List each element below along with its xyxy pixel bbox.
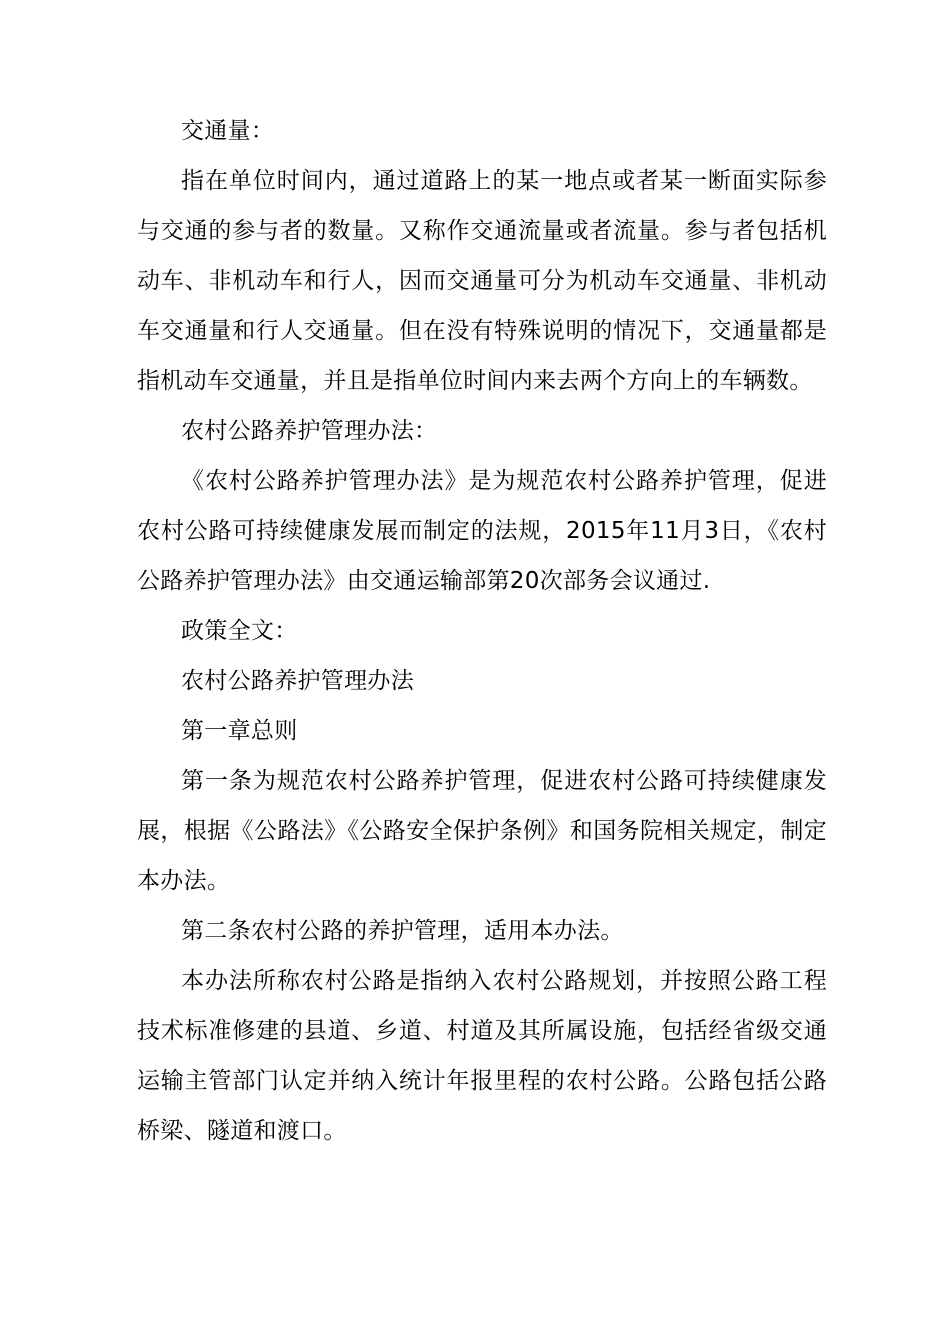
chapter-heading: 第一章总则 xyxy=(181,718,298,744)
heading-rural-road-measures: 农村公路养护管理办法： xyxy=(181,418,438,444)
heading-traffic-volume: 交通量： xyxy=(181,118,275,144)
document-body xyxy=(137,106,827,1156)
paragraph-measures-intro: 《农村公路养护管理办法》是为规范农村公路养护管理，促进农村公路可持续健康发展而制定的法规，2015年11月3日，《农村公路养护管理办法》由交通运输部第20次部务会议通过. xyxy=(137,468,827,594)
paragraph-traffic-volume-definition: 指在单位时间内，通过道路上的某一地点或者某一断面实际参与交通的参与者的数量。又称作交通流量或者流量。参与者包括机动车、非机动车和行人，因而交通量可分为机动车交通量、非机动车交通量和行人交通量。但在没有特殊说明的情况下，交通量都是指机动车交通量，并且是指单位时间内来去两个方向上的车辆数。 xyxy=(137,168,827,394)
article-2-definition: 本办法所称农村公路是指纳入农村公路规划，并按照公路工程技术标准修建的县道、乡道、村道及其所属设施，包括经省级交通运输主管部门认定并纳入统计年报里程的农村公路。公路包括公路桥梁、隧道和渡口。 xyxy=(137,968,827,1144)
document-title: 农村公路养护管理办法 xyxy=(181,668,414,694)
heading-policy-full-text: 政策全文： xyxy=(181,618,298,644)
article-2: 第二条农村公路的养护管理，适用本办法。 xyxy=(181,918,624,944)
article-1: 第一条为规范农村公路养护管理，促进农村公路可持续健康发展，根据《公路法》《公路安全保护条例》和国务院相关规定，制定本办法。 xyxy=(137,768,827,894)
